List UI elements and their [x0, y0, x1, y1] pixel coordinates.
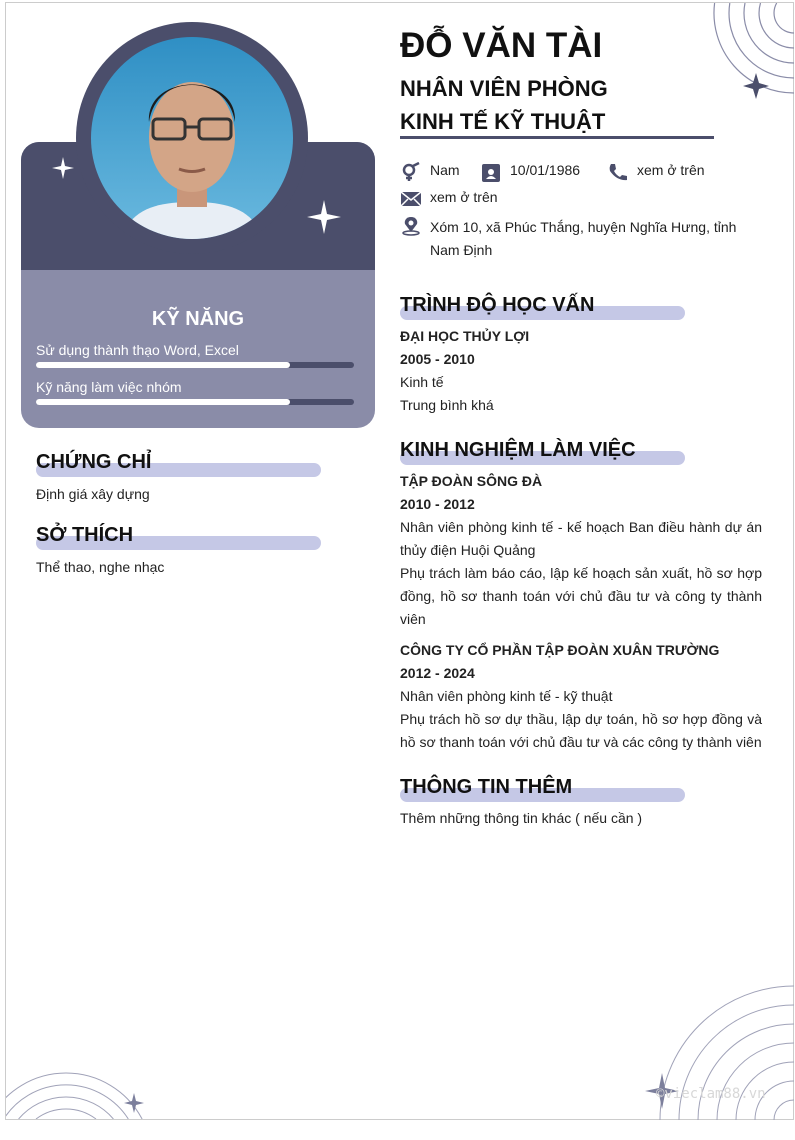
grade: Trung bình khá [400, 397, 494, 413]
decorative-arcs-top-right [699, 3, 794, 113]
email-icon [400, 189, 422, 209]
address-info [400, 216, 760, 262]
decorative-arc [717, 1043, 794, 1120]
profile-photo [91, 37, 293, 239]
extra-text: Thêm những thông tin khác ( nếu cần ) [400, 810, 643, 826]
decorative-arc [679, 1005, 794, 1120]
extra-info-section [400, 776, 762, 830]
watermark: ©vieclam88.vn [656, 1086, 766, 1102]
full-name: ĐỖ VĂN TÀI [400, 26, 603, 65]
contact-dob: 10/01/1986 [510, 162, 581, 178]
contact-email: xem ở trên [430, 189, 498, 205]
job-item [400, 470, 762, 631]
skill-bar [36, 399, 354, 405]
decorative-arc [6, 1085, 128, 1119]
company-name: CÔNG TY CỔ PHẦN TẬP ĐOÀN XUÂN TRƯỜNG [400, 642, 720, 658]
company-name: TẬP ĐOÀN SÔNG ĐÀ [400, 473, 543, 489]
job-period: 2012 - 2024 [400, 665, 475, 681]
certificates-section [36, 451, 326, 506]
decorative-arc [19, 1097, 114, 1119]
section-title: KINH NGHIỆM LÀM VIỆC [400, 439, 636, 461]
skills-title: KỸ NĂNG [151, 308, 245, 330]
education-section [400, 294, 762, 417]
sparkle-icon [743, 73, 769, 99]
hobbies-text: Thể thao, nghe nhạc [36, 559, 165, 575]
job-description: Phụ trách làm báo cáo, lập kế hoạch sản xuất, hồ sơ hợp đồng, hồ sơ thanh toán với chủ đầu tư và công ty thành viên [400, 565, 762, 627]
job-period: 2010 - 2012 [400, 496, 475, 512]
gender-icon [400, 162, 422, 182]
school-name: ĐẠI HỌC THỦY LỢI [400, 328, 530, 344]
skill-item [36, 379, 354, 405]
section-title: TRÌNH ĐỘ HỌC VẤN [400, 294, 595, 316]
section-title: CHỨNG CHỈ [36, 451, 152, 473]
education-period: 2005 - 2010 [400, 351, 475, 367]
gender-info [400, 162, 460, 182]
section-title: THÔNG TIN THÊM [400, 776, 573, 798]
decorative-arc [759, 3, 794, 48]
email-info [400, 189, 498, 209]
decorative-arc [744, 3, 794, 63]
major: Kinh tế [400, 374, 444, 390]
job-item [400, 639, 762, 754]
skill-item [36, 342, 354, 368]
job-position: Nhân viên phòng kinh tế - kế hoạch Ban điều hành dự án thủy điện Huội Quảng [400, 519, 762, 558]
contact-phone: xem ở trên [637, 162, 705, 178]
experience-section [400, 439, 762, 754]
contact-gender: Nam [430, 162, 460, 178]
certificate-text: Định giá xây dựng [36, 486, 150, 502]
job-description: Phụ trách hồ sơ dự thầu, lập dự toán, hồ sơ hợp đồng và hồ sơ thanh toán với chủ đầu tư và các công ty thành viên [400, 711, 762, 750]
decorative-arc [36, 1109, 96, 1119]
section-title: SỞ THÍCH [36, 524, 134, 546]
phone-icon [607, 162, 629, 182]
decorative-arcs-bottom-left [6, 1063, 156, 1119]
skill-bar [36, 362, 354, 368]
decorative-arc [714, 3, 794, 93]
role_line2: KINH TẾ KỸ THUẬT [400, 109, 606, 134]
sparkle-icon [124, 1093, 144, 1113]
dob-info [480, 162, 580, 182]
hobbies-section [36, 524, 326, 579]
skill-label: Kỹ năng làm việc nhóm [36, 379, 182, 395]
decorative-arc [774, 1100, 794, 1120]
contact-address: Xóm 10, xã Phúc Thắng, huyện Nghĩa Hưng, tỉnh Nam Định [430, 219, 737, 258]
role_line1: NHÂN VIÊN PHÒNG [400, 76, 608, 101]
location-icon [400, 216, 422, 236]
phone-info [607, 162, 705, 182]
skill-label: Sử dụng thành thạo Word, Excel [36, 342, 239, 358]
decorative-arc [729, 3, 794, 78]
job-position: Nhân viên phòng kinh tế - kỹ thuật [400, 688, 613, 704]
decorative-arc [774, 3, 794, 33]
calendar-icon [480, 162, 502, 182]
title-divider [400, 136, 714, 139]
job-title [400, 72, 608, 138]
